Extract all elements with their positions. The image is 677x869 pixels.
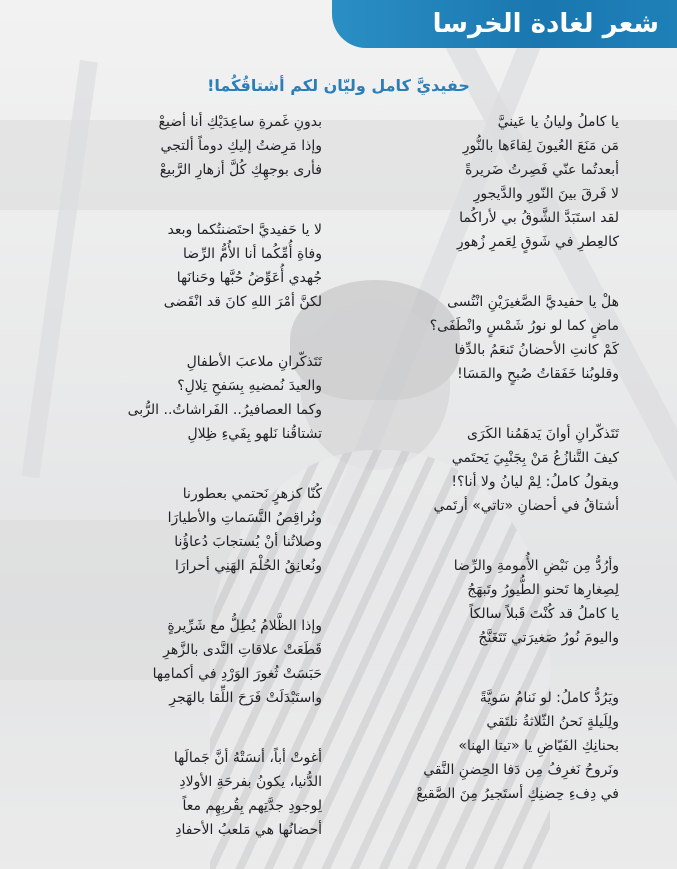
poem-line: وأرُدُّ مِن نَبْضِ الأُمومةِ والرِّضا [453, 558, 619, 574]
poem-line: تشتاقُنا نَلهو بِفَيءِ ظِلالِ [187, 426, 322, 442]
poem-line: لقد استَبَدَّ الشَّوقُ بي لأراكُما [459, 210, 619, 226]
poem-line: وإذا الظَّلامُ يُطِلُّ مع شَرِّيرةٍ [167, 618, 322, 634]
poem-line: حَبَسَتْ ثُغورَ الوَرْدِ في أكمامِها [152, 666, 322, 682]
poem-line: ويَرُدُّ كاملُ: لو نَنامُ سَويَّةً [479, 690, 619, 706]
poem-line: ولِلَيلةٍ نَحنُ الثّلاثةُ نلتَقي [486, 714, 619, 730]
poem-line: كَمْ كانتِ الأحضانُ تَنعَمُ بالدِّفا [454, 342, 619, 358]
poem-line: كالعِطرِ في شَوقٍ لِعَمرِ زُهورِ [456, 234, 619, 250]
stanza [54, 218, 322, 314]
poem-line: واستَبْدَلَتْ فَرَحَ اللِّقا بالهَجرِ [169, 690, 322, 706]
stanza [351, 686, 619, 806]
poem-column-right [351, 110, 619, 806]
stanza [351, 290, 619, 386]
poem-line: أغوتْ أباً، أنسَتْهُ أنَّ جَمالَها [173, 750, 322, 766]
stanza [54, 614, 322, 710]
poem-line: مَن مَنَعَ العُيونَ لِقاءَها بالنُّورِ [462, 138, 619, 154]
poem-line: لا يا حَفيديَّ احتَضنتُكما وبعد [167, 222, 322, 238]
poem-line: وإذا مَرِضتُ إليكِ دوماً ألتجي [160, 138, 322, 154]
stanza [351, 554, 619, 650]
stanza [54, 110, 322, 182]
poem-line: ماضٍ كما لو نورُ شَمْسٍ وانْطَفَى؟ [429, 318, 619, 334]
stanza [54, 350, 322, 446]
poem-line: وفاةِ أُمِّكُما أنا الأُمُّ الرِّضا [183, 246, 322, 262]
poem-line: في دِفءِ حِضنِكِ أستَجيرُ مِنَ الصَّقيعْ [416, 786, 619, 802]
poem-line: واليومَ نُورُ صَغيرَتي تَتَغَنَّجُ [478, 630, 619, 646]
poem-line: بدونِ غَمرةِ ساعِدَيْكِ أنا أضيعْ [158, 114, 322, 130]
section-title: شعر لغادة الخرسا [432, 9, 659, 39]
poem-line: لِوجودِ جدَّتِهم بِقُربِهِم معاً [182, 798, 322, 814]
poem-line: كيفَ التَّنازُعُ مَنْ بِجَنْبِيَ يَحتَمي [451, 450, 619, 466]
poem-line: لكنَّ أمْرَ اللهِ كانَ قد انْقَضى [163, 294, 322, 310]
poem-line: بحنانِكِ الفَيّاضِ يا «تيتا الهنا» [458, 738, 619, 754]
poem-line: ونُراقِصُ النَّسَماتِ والأطيارَا [167, 510, 322, 526]
poem-line: يا كاملُ وليانُ يا عَينيَّ [497, 114, 619, 130]
poem-line: يا كاملُ قد كُنْتَ قَبلاً سالكاً [469, 606, 619, 622]
poem-line: لِصِغارِها تَحنو الطُّيورُ وتَبهَجُ [467, 582, 619, 598]
poem-line: لا فَرقَ بينَ النّورِ والدَّيجورِ [473, 186, 619, 202]
poem-line: وصلاتُنا أنْ يُستجابَ دُعاؤُنا [174, 534, 322, 550]
poem-line: أشتاقُ في أحضانِ «تاتي» أرتَمي [433, 498, 619, 514]
poem-column-left [54, 110, 322, 842]
poem-line: فأرى بوجهِكِ كُلَّ أزهارِ الرَّبيعْ [159, 162, 322, 178]
poem-line: الدُّنيا، يكونُ بفرحَةِ الأولادِ [179, 774, 322, 790]
poem-line: تَتَذكّرانِ ملاعبَ الأطفالِ [186, 354, 322, 370]
poem-line: أحضانُها هي مَلعبُ الأحفادِ [175, 822, 322, 838]
poem-line: وقلوبُنا خَفَقاتُ صُبحٍ والمَسَا! [457, 366, 619, 382]
poem-line: كُنّا كزهرٍ نَحتمي بعطورنا [182, 486, 322, 502]
poem-line: ويقولُ كاملُ: لِمْ ليانُ ولا أنا؟! [451, 474, 619, 490]
poem-line: ونُعانِقُ الحُلْمَ الهَنِي أحرارَا [174, 558, 322, 574]
poem-line: هلْ يا حفيديَّ الصَّغيرَيْنِ انْتُسى [447, 294, 619, 310]
stanza [351, 422, 619, 518]
stanza [54, 482, 322, 578]
poem-line: ونَروحُ نَغرِفُ مِن دَفا الحِضنِ النَّقي [423, 762, 619, 778]
section-header-banner [332, 0, 677, 48]
poem-title: حفيديَّ كامل وليّان لكم أشتاقُكُما! [207, 76, 470, 95]
stanza [54, 746, 322, 842]
poem-line: وكما العصافيرُ.. الفَراشاتُ.. الرُّبى [127, 402, 322, 418]
poem-line: قَطَعَتْ علاقاتِ النَّدى بالزَّهرِ [163, 642, 322, 658]
stanza [351, 110, 619, 254]
poem-line: جُهدي أُعَوِّضُ حُبَّها وحَنانَها [176, 270, 322, 286]
poem-line: والعيدَ نُمضيهِ بِسَفحِ تِلالِ؟ [177, 378, 322, 394]
poem-line: تَتَذكّرانِ أوانَ يَدهَمُنا الكَرَى [467, 426, 619, 442]
poem-line: أبعدتُما عنّي فَصِرتُ ضَريرةً [464, 162, 619, 178]
